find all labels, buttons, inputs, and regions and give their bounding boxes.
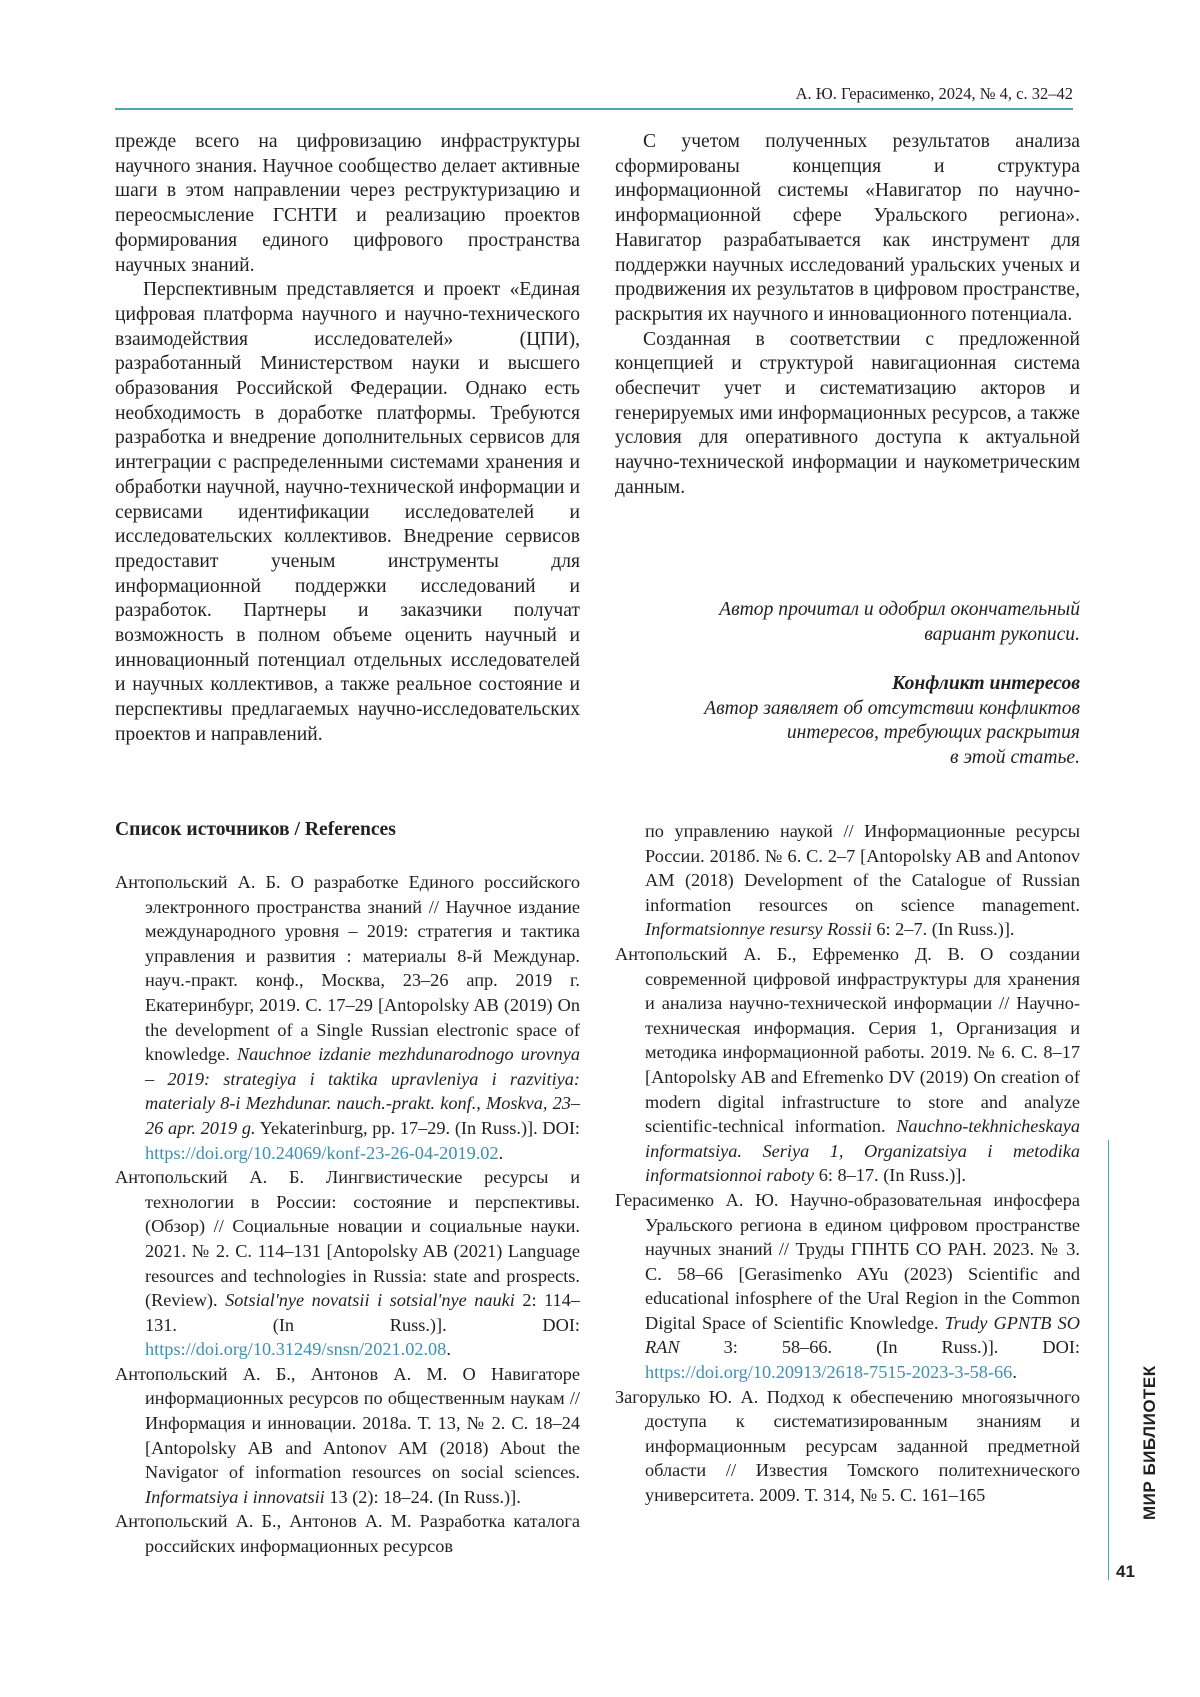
ref-text: Антопольский А. Б., Ефременко Д. В. О создании современной цифровой инфраструктуры для хранения и анализа научно-технической информации // Научно-техническая информация. Серия 1, Организация и методика информационной работы. 2019. № 6. С. 8–17 [Antopolsky AB and Efremenko DV (2019) On creation of modern digital infrastructure to store and analyze scientific-technical information. — [615, 944, 1080, 1136]
doi-link[interactable]: https://doi.org/10.20913/2618-7515-2023-3-58-66 — [645, 1362, 1012, 1382]
ref-text: 3: 58–66. (In Russ.)]. DOI: — [680, 1337, 1080, 1357]
reference-item — [115, 1509, 580, 1558]
conflict-line: в этой статье. — [950, 747, 1080, 768]
ref-text: . — [499, 1143, 504, 1163]
doi-link[interactable]: https://doi.org/10.31249/snsn/2021.02.08 — [145, 1339, 446, 1359]
ref-text: Антопольский А. Б. Лингвистические ресурсы и технологии в России: состояние и перспективы. (Обзор) // Социальные новации и социальные науки. 2021. № 2. С. 114–131 [Antopolsky AB (2021) Language resources and technologies in Russia: state and prospects. (Review). — [115, 1167, 580, 1310]
body-paragraph: С учетом полученных результатов анализа сформированы концепция и структура информационной системы «Навигатор по научно-информационной сфере Уральского региона». Навигатор разрабатывается как инструмент для поддержки научных исследований уральских ученых и продвижения их результатов в цифровом пространстве, раскрытия их научного и инновационного потенциала. — [615, 130, 1080, 328]
ref-text: Загорулько Ю. А. Подход к обеспечению многоязычного доступа к систематизированным знаниям и информационным ресурсам заданной предметной области // Известия Томского политехнического университета. 2009. Т. 314, № 5. С. 161–165 — [615, 1387, 1080, 1505]
sidebar-rule — [1108, 1140, 1109, 1580]
ref-italic: Trudy GPNTB SO RAN — [645, 1313, 1080, 1358]
ref-italic: Sotsial'nye novatsii i sotsial'nye nauki — [225, 1290, 515, 1310]
ref-text: 6: 2–7. (In Russ.)]. — [872, 919, 1015, 939]
reference-item — [115, 1165, 580, 1362]
ref-italic: Nauchno-tekhnicheskaya informatsiya. Seriya 1, Organizatsiya i metodika informatsionnoi raboty — [645, 1116, 1080, 1185]
ref-text: 6: 8–17. (In Russ.)]. — [814, 1165, 966, 1185]
ref-text: Герасименко А. Ю. Научно-образовательная инфосфера Уральского региона в едином цифровом пространстве научных знаний // Труды ГПНТБ СО РАН. 2023. № 3. С. 58–66 [Gerasimenko AYu (2023) Scientific and educational infosphere of the Ural Region in the Common Digital Space of Scientific Knowledge. — [615, 1190, 1080, 1333]
body-column-right — [615, 130, 1080, 501]
ref-text: Антопольский А. Б., Антонов А. М. Разработка каталога российских информационных ресурсов — [115, 1511, 580, 1556]
ref-text: . — [446, 1339, 451, 1359]
reference-item — [615, 1385, 1080, 1508]
references-column-right — [615, 819, 1080, 1508]
body-paragraph: Созданная в соответствии с предложенной концепцией и структурой навигационная система обеспечит учет и систематизацию акторов и генерируемых ими информационных ресурсов, а также условия для оперативного доступа к актуальной научно-технической информации и наукометрическим данным. — [615, 328, 1080, 501]
ref-text: Yekaterinburg, pp. 17–29. (In Russ.)]. DOI: — [256, 1118, 580, 1138]
ref-text: 13 (2): 18–24. (In Russ.)]. — [325, 1487, 521, 1507]
header-rule — [115, 108, 1073, 110]
reference-item — [115, 870, 580, 1165]
ref-text: Антопольский А. Б., Антонов А. М. О Навигаторе информационных ресурсов по общественным наукам // Информация и инновации. 2018а. Т. 13, № 2. С. 18–24 [Antopolsky AB and Antonov AM (2018) About the Navigator of information resources on social sciences. — [115, 1364, 580, 1482]
author-note-line: вариант рукописи. — [924, 624, 1080, 645]
ref-italic: Informatsionnye resursy Rossii — [645, 919, 872, 939]
body-column-left — [115, 130, 580, 748]
conflict-title: Конфликт интересов — [615, 672, 1080, 697]
page-number: 41 — [1116, 1562, 1135, 1582]
body-paragraph: прежде всего на цифровизацию инфраструктуры научного знания. Научное сообщество делает активные шаги в этом направлении через реструктуризацию и переосмысление ГСНТИ и реализацию проектов формирования единого цифрового пространства научных знаний. — [115, 130, 580, 278]
reference-item-continued — [615, 819, 1080, 942]
conflict-line: Автор заявляет об отсутствии конфликтов — [704, 698, 1080, 719]
author-note-line: Автор прочитал и одобрил окончательный — [719, 599, 1080, 620]
references-column-left — [115, 870, 580, 1559]
ref-text: по управлению наукой // Информационные ресурсы России. 2018б. № 6. С. 2–7 [Antopolsky AB and Antonov AM (2018) Development of the Catalogue of Russian information resources on science management. — [645, 821, 1080, 915]
body-paragraph: Перспективным представляется и проект «Единая цифровая платформа научного и научно-технического взаимодействия исследователей» (ЦПИ), разработанный Министерством науки и высшего образования Российской Федерации. Однако есть необходимость в доработке платформы. Требуются разработка и внедрение дополнительных сервисов для интеграции с распределенными системами хранения и обработки научной, научно-технической информации и сервисами идентификации исследователей и исследовательских коллективов. Внедрение сервисов предоставит ученым инструменты для информационной поддержки исследований и разработок. Партнеры и заказчики получат возможность в полном объеме оценить научный и инновационный потенциал отдельных исследователей и научных коллективов, а также реальное состояние и перспективы предлагаемых научно-исследовательских проектов и направлений. — [115, 278, 580, 747]
ref-text: 2: 114–131. (In Russ.)]. DOI: — [145, 1290, 580, 1335]
doi-link[interactable]: https://doi.org/10.24069/konf-23-26-04-2019.02 — [145, 1143, 499, 1163]
reference-item — [615, 1188, 1080, 1385]
reference-item — [615, 942, 1080, 1188]
running-head: А. Ю. Герасименко, 2024, № 4, с. 32–42 — [796, 84, 1073, 104]
journal-title-vertical: МИР БИБЛИОТЕК — [1140, 1365, 1160, 1520]
conflict-of-interest — [615, 672, 1080, 771]
ref-text: . — [1012, 1362, 1017, 1382]
ref-text: Антопольский А. Б. О разработке Единого российского электронного пространства знаний // Научное издание международного уровня – 2019: стратегия и тактика управления и развития : материалы 8-й Междунар. науч.-практ. конф., Москва, 23–26 апр. 2019 г. Екатеринбург, 2019. С. 17–29 [Antopolsky AB (2019) On the development of a Single Russian electronic space of knowledge. — [115, 872, 580, 1064]
ref-italic: Informatsiya i innovatsii — [145, 1487, 325, 1507]
ref-italic: Nauchnoe izdanie mezhdunarodnogo urovnya – 2019: strategiya i taktika upravleniya i razvitiya: materialy 8-i Mezhdunar. nauch.-prakt. konf., Moskva, 23–26 apr. 2019 g. — [145, 1044, 580, 1138]
author-approval-note — [615, 598, 1080, 647]
references-title: Список источников / References — [115, 819, 396, 841]
reference-item — [115, 1362, 580, 1510]
conflict-line: интересов, требующих раскрытия — [787, 722, 1080, 743]
